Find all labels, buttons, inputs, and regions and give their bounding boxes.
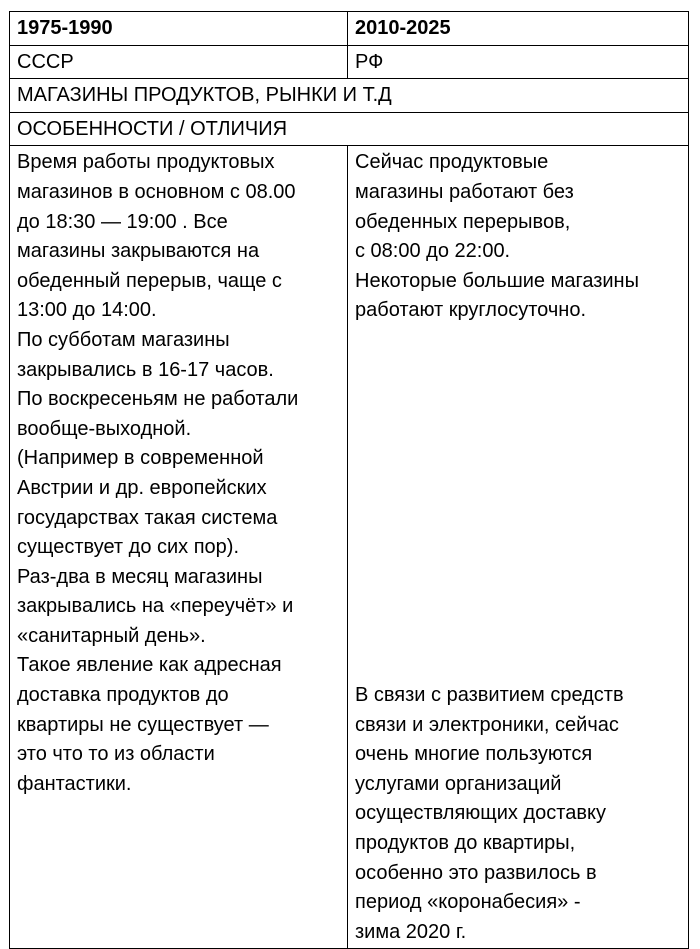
ussr-features-cell bbox=[10, 146, 348, 949]
rf-features-cell bbox=[348, 146, 689, 949]
ussr-inventory-days-text: Раз-два в месяц магазины закрывались на «переучёт» и «санитарный день». bbox=[17, 565, 294, 647]
country-rf: РФ bbox=[348, 45, 689, 79]
ussr-delivery-text: Такое явление как адресная доставка продуктов до квартиры не существует — это что то из области фантастики. bbox=[17, 654, 282, 795]
ussr-europe-note: (Например в современной Австрии и др. европейских государствах такая система существует до сих пор). bbox=[17, 447, 278, 559]
header-period-ussr: 1975-1990 bbox=[10, 12, 348, 46]
comparison-table bbox=[9, 11, 689, 949]
rf-round-the-clock-text: Некоторые большие магазины работают круглосуточно. bbox=[355, 269, 639, 322]
section-title: МАГАЗИНЫ ПРОДУКТОВ, РЫНКИ И Т.Д bbox=[10, 79, 689, 113]
ussr-hours-text: Время работы продуктовых магазинов в основном с 08.00 до 18:30 — 19:00 . Все магазины закрываются на обеденный перерыв, чаще с 13:00 до 14:00. bbox=[17, 151, 296, 322]
header-period-rf: 2010-2025 bbox=[348, 12, 689, 46]
country-row bbox=[10, 45, 689, 79]
content-row bbox=[10, 146, 689, 949]
header-row bbox=[10, 12, 689, 46]
subsection-title-row bbox=[10, 112, 689, 146]
ussr-saturday-text: По субботам магазины закрывались в 16-17 часов. bbox=[17, 328, 274, 381]
country-ussr: СССР bbox=[10, 45, 348, 79]
rf-delivery-text: В связи с развитием средств связи и электроники, сейчас очень многие пользуются услугами организаций осуществляющих доставку продуктов до квартиры, особенно это развилось в период «коронабесия» - зима 2020 г. bbox=[355, 683, 624, 943]
subsection-title: ОСОБЕННОСТИ / ОТЛИЧИЯ bbox=[10, 112, 689, 146]
ussr-sunday-text: По воскресеньям не работали вообще-выходной. bbox=[17, 388, 299, 440]
rf-hours-text: Сейчас продуктовые магазины работают без обеденных перерывов, с 08:00 до 22:00. bbox=[355, 151, 574, 263]
rf-column-spacer bbox=[355, 326, 682, 681]
section-title-row bbox=[10, 79, 689, 113]
